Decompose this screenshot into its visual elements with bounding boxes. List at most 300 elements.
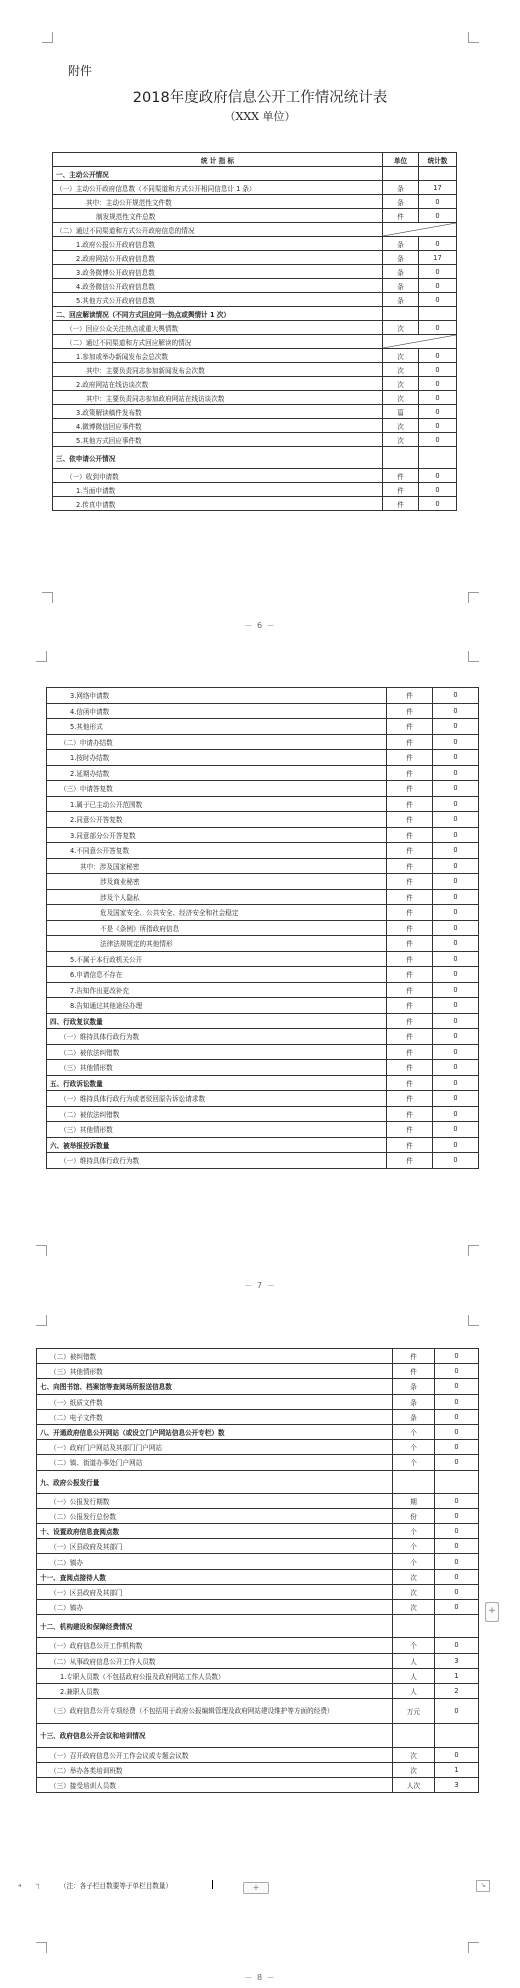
value-cell: 0 [433,812,479,828]
table-row [37,1584,479,1599]
unit-cell: 个 [393,1524,435,1539]
table-row [47,1075,479,1091]
table-row [53,237,457,251]
unit-cell: 条 [383,195,419,209]
value-cell: 0 [435,1394,479,1409]
indicator-cell: （一）区县政府及其部门 [37,1539,393,1554]
table-resize-handle-icon[interactable]: ↘ [476,1880,490,1892]
value-cell: 0 [419,349,457,363]
value-cell: 0 [419,483,457,497]
unit-cell: 条 [383,293,419,307]
unit-cell: 件 [387,905,433,921]
indicator-cell: 1.按时办结数 [47,750,387,766]
indicator-cell: （二）镇办 [37,1554,393,1569]
unit-cell [383,167,419,181]
indicator-cell: 四、行政复议数量 [47,1013,387,1029]
value-cell: 0 [435,1493,479,1508]
unit-cell: 条 [393,1394,435,1409]
unit-cell: 件 [387,858,433,874]
value-cell: 0 [433,796,479,812]
unit-cell: 件 [387,998,433,1014]
table-row [53,377,457,391]
scroll-left-icon[interactable]: ◂ [18,1882,22,1889]
value-cell: 0 [433,1137,479,1153]
indicator-cell: （三）其他情形数 [37,1364,393,1379]
table-row [37,1600,479,1615]
table-row [47,796,479,812]
table-row [37,1409,479,1424]
value-cell: 0 [435,1364,479,1379]
text-cursor [212,1880,213,1889]
page-corner-mark [36,1245,47,1256]
value-cell: 1 [435,1668,479,1683]
table-row [37,1379,479,1394]
unit-cell: 件 [387,1137,433,1153]
indicator-cell: （二）电子文件数 [37,1409,393,1424]
indicator-cell: 十、设置政府信息查阅点数 [37,1524,393,1539]
value-cell: 0 [435,1747,479,1762]
unit-cell: 人次 [393,1777,435,1792]
unit-cell: 件 [387,967,433,983]
table-row [37,1508,479,1523]
table-row [53,251,457,265]
unit-cell: 篇 [383,405,419,419]
indicator-cell: （三）接受培训人员数 [37,1777,393,1792]
indicator-cell: （三）申请答复数 [47,781,387,797]
table-row [47,843,479,859]
unit-cell: 条 [393,1409,435,1424]
indicator-cell: 其中：主要负责同志参加政府网站在线访谈次数 [53,391,383,405]
table-row [53,195,457,209]
table-row [37,1615,479,1638]
value-cell: 0 [435,1600,479,1615]
table-row [53,209,457,223]
value-cell: 0 [433,998,479,1014]
unit-cell: 条 [383,181,419,195]
table-row [53,349,457,363]
table-row [37,1455,479,1470]
page-corner-mark [468,1245,479,1256]
unit-cell [383,307,419,321]
unit-cell: 次 [393,1747,435,1762]
indicator-cell: （三）其他情形数 [47,1060,387,1076]
indicator-cell: （二）镇办 [37,1600,393,1615]
table-row [37,1349,479,1364]
value-cell [419,307,457,321]
table-row [47,936,479,952]
header-unit: 单位 [383,153,419,167]
unit-cell: 件 [387,688,433,704]
statistics-table-part-3 [36,1348,479,1793]
indicator-cell: 3.网络申请数 [47,688,387,704]
table-row [47,719,479,735]
table-row [47,688,479,704]
add-row-button[interactable]: + [243,1882,269,1894]
table-row [47,998,479,1014]
indicator-cell: （一）主动公开政府信息数（不同渠道和方式公开相同信息计 1 条） [53,181,383,195]
unit-cell: 个 [393,1554,435,1569]
value-cell: 0 [419,469,457,483]
value-cell: 0 [419,391,457,405]
value-cell: 0 [419,405,457,419]
page-number: － 7 － [244,1281,276,1290]
unit-cell: 件 [387,1013,433,1029]
value-cell: 0 [433,905,479,921]
value-cell: 0 [433,1044,479,1060]
unit-cell: 件 [387,951,433,967]
table-row [53,293,457,307]
value-cell: 0 [435,1424,479,1439]
table-row [37,1777,479,1792]
table-row [37,1638,479,1653]
indicator-cell: 2.同意公开答复数 [47,812,387,828]
table-row [47,1013,479,1029]
table-row [53,363,457,377]
value-cell: 0 [419,237,457,251]
value-cell: 0 [433,781,479,797]
unit-cell: 次 [383,321,419,335]
indicator-cell: （一）区县政府及其部门 [37,1584,393,1599]
table-row [47,1029,479,1045]
table-row [53,335,457,349]
table-row [53,419,457,433]
indicator-cell: 8.告知通过其他途径办理 [47,998,387,1014]
table-row [47,1122,479,1138]
unit-cell: 个 [393,1424,435,1439]
indicator-cell: 2.传真申请数 [53,497,383,511]
value-cell: 0 [435,1584,479,1599]
unit-cell: 件 [387,889,433,905]
unit-cell: 人 [393,1668,435,1683]
unit-cell: 次 [383,391,419,405]
indicator-cell: 不是《条例》所指政府信息 [47,920,387,936]
indicator-cell: 1.专职人员数（不包括政府公报及政府网站工作人员数） [37,1668,393,1683]
value-cell: 0 [435,1569,479,1584]
page-corner-mark [42,32,53,43]
indicator-cell: 八、开通政府信息公开网站（或设立门户网站信息公开专栏）数 [37,1424,393,1439]
table-row [47,1091,479,1107]
unit-cell: 个 [393,1638,435,1653]
unit-cell: 件 [387,874,433,890]
page-number: － 6 － [244,621,276,630]
indicator-cell: （一）纸质文件数 [37,1394,393,1409]
indicator-cell: （二）镇、街道办事处门户网站 [37,1455,393,1470]
indicator-cell: 2.兼职人员数 [37,1683,393,1698]
table-row [47,967,479,983]
table-row [53,265,457,279]
value-cell: 0 [433,967,479,983]
unit-cell: 件 [393,1364,435,1379]
value-cell: 0 [435,1349,479,1364]
value-cell: 3 [435,1777,479,1792]
unit-cell: 件 [387,1060,433,1076]
indicator-cell: 5.其他形式 [47,719,387,735]
value-cell: 0 [433,1029,479,1045]
unit-cell: 件 [387,936,433,952]
unit-cell: 件 [387,1044,433,1060]
indicator-cell: 七、向图书馆、档案馆等查阅场所报送信息数 [37,1379,393,1394]
page-corner-mark [36,1942,47,1953]
value-cell [435,1615,479,1638]
unit-cell: 件 [387,734,433,750]
value-cell: 0 [433,1013,479,1029]
value-cell [435,1724,479,1747]
unit-cell: 人 [393,1653,435,1668]
indicator-cell: 二、回应解读情况（不同方式回应同一热点或舆情计 1 次） [53,307,383,321]
unit-cell [393,1470,435,1493]
table-row [47,858,479,874]
page-number: － 8 － [244,1973,276,1982]
unit-cell: 个 [393,1455,435,1470]
unit-cell: 次 [383,419,419,433]
table-row [47,905,479,921]
table-row [53,167,457,181]
table-row [47,982,479,998]
value-cell: 0 [433,936,479,952]
page-corner-mark [36,1315,47,1326]
table-row [47,874,479,890]
unit-cell: 件 [387,982,433,998]
value-cell: 0 [419,321,457,335]
footer-note[interactable]: （注：各子栏目数要等于单栏目数量） [60,1882,173,1890]
unit-cell [393,1615,435,1638]
value-cell: 0 [433,1091,479,1107]
value-cell: 0 [433,874,479,890]
value-cell: 0 [419,419,457,433]
value-cell: 0 [419,195,457,209]
value-cell: 0 [419,293,457,307]
table-row [47,951,479,967]
value-cell: 0 [433,889,479,905]
indicator-cell: 九、政府公报发行量 [37,1470,393,1493]
unit-cell: 条 [383,251,419,265]
indicator-cell: 4.信函申请数 [47,703,387,719]
indicator-cell: 五、行政诉讼数量 [47,1075,387,1091]
indicator-cell: （二）被依法纠错数 [47,1044,387,1060]
table-row [37,1724,479,1747]
indicator-cell: 1.当面申请数 [53,483,383,497]
statistics-table-part-2 [46,687,479,1169]
table-row [37,1539,479,1554]
indicator-cell: 4.微博微信回应事件数 [53,419,383,433]
unit-cell: 件 [387,781,433,797]
indicator-cell: 2.政府网站在线访谈次数 [53,377,383,391]
page-corner-mark [468,1942,479,1953]
value-cell: 0 [433,703,479,719]
indicator-cell: 5.其他方式回应事件数 [53,433,383,447]
attachment-label: 附件 [68,64,93,78]
page-corner-mark [468,651,479,662]
value-cell: 0 [435,1554,479,1569]
indicator-cell: （二）从事政府信息公开工作人员数 [37,1653,393,1668]
table-row [47,1060,479,1076]
indicator-cell: （二）举办各类培训班数 [37,1762,393,1777]
unit-cell: 次 [393,1600,435,1615]
unit-cell: 万元 [393,1699,435,1724]
table-row [47,827,479,843]
unit-cell: 件 [387,1091,433,1107]
unit-cell: 期 [393,1493,435,1508]
value-cell: 3 [435,1653,479,1668]
diagonal-blank-cell [383,223,457,237]
value-cell: 0 [433,982,479,998]
indicator-cell: 十三、政府信息公开会议和培训情况 [37,1724,393,1747]
unit-cell: 条 [383,265,419,279]
value-cell: 0 [433,1153,479,1169]
value-cell: 0 [433,750,479,766]
value-cell: 0 [419,497,457,511]
indicator-cell: 其中：涉及国家秘密 [47,858,387,874]
value-cell: 0 [419,209,457,223]
unit-cell: 件 [387,1029,433,1045]
page-corner-mark [468,592,479,603]
table-row [37,1699,479,1724]
unit-cell: 个 [393,1440,435,1455]
table-row [53,181,457,195]
table-row [37,1747,479,1762]
table-row [37,1470,479,1493]
header-value: 统计数 [419,153,457,167]
indicator-cell: 涉及个人隐私 [47,889,387,905]
unit-cell: 件 [387,827,433,843]
value-cell: 0 [419,377,457,391]
indicator-cell: 十二、机构建设和保障经费情况 [37,1615,393,1638]
table-row [47,703,479,719]
value-cell: 0 [435,1508,479,1523]
diagonal-line [383,223,456,236]
value-cell: 0 [433,1122,479,1138]
unit-cell: 条 [393,1379,435,1394]
value-cell: 0 [435,1524,479,1539]
table-row [37,1668,479,1683]
table-row [53,279,457,293]
value-cell: 0 [433,688,479,704]
table-row [37,1683,479,1698]
value-cell: 0 [433,858,479,874]
indicator-cell: 1.参加或举办新闻发布会总次数 [53,349,383,363]
value-cell [419,447,457,469]
page-corner-mark [42,592,53,603]
table-row [37,1364,479,1379]
value-cell: 0 [435,1440,479,1455]
table-row [47,781,479,797]
unit-cell: 份 [393,1508,435,1523]
value-cell: 0 [433,719,479,735]
value-cell: 0 [433,827,479,843]
table-row [53,321,457,335]
document-title: 2018年度政府信息公开工作情况统计表 [132,90,388,106]
indicator-cell: （一）政府门户网站及其部门门户网站 [37,1440,393,1455]
indicator-cell: 5.不属于本行政机关公开 [47,951,387,967]
unit-cell: 次 [393,1584,435,1599]
indicator-cell: （一）维持具体行政行为数 [47,1029,387,1045]
unit-cell: 件 [387,750,433,766]
value-cell: 0 [419,279,457,293]
indicator-cell: 法律法规规定的其他情形 [47,936,387,952]
unit-cell: 件 [383,469,419,483]
indicator-cell: 其中：主要负责同志参加新闻发布会次数 [53,363,383,377]
page-2 [0,645,520,1305]
table-row [47,1106,479,1122]
indicator-cell: 十一、查阅点接待人数 [37,1569,393,1584]
indicator-cell: 一、主动公开情况 [53,167,383,181]
value-cell: 0 [433,920,479,936]
table-row [37,1440,479,1455]
indicator-cell: （三）政府信息公开专项经费（不包括用于政府公报编辑管理及政府网站建设维护等方面的经费） [37,1699,393,1724]
indicator-cell: 3.政务微博公开政府信息数 [53,265,383,279]
table-row [53,497,457,511]
page-corner-mark [468,1315,479,1326]
table-row [47,1137,479,1153]
indicator-cell: （二）被纠错数 [37,1349,393,1364]
unit-cell: 条 [383,279,419,293]
page-corner-mark [36,651,47,662]
table-row [47,920,479,936]
indicator-cell: （一）回应公众关注热点或重大舆情数 [53,321,383,335]
indicator-cell: （一）维持具体行政行为数 [47,1153,387,1169]
table-row [37,1762,479,1777]
indicator-cell: （二）通过不同渠道和方式公开政府信息的情况 [53,223,383,237]
indicator-cell: 4.不同意公开答复数 [47,843,387,859]
unit-cell: 件 [387,1122,433,1138]
value-cell: 0 [433,843,479,859]
table-row [47,812,479,828]
table-row [47,1153,479,1169]
table-row [37,1394,479,1409]
unit-cell: 次 [393,1762,435,1777]
unit-cell: 件 [387,812,433,828]
unit-cell: 件 [393,1349,435,1364]
unit-cell: 次 [383,433,419,447]
value-cell: 1 [435,1762,479,1777]
table-row [47,889,479,905]
unit-cell: 件 [387,843,433,859]
table-row [53,223,457,237]
unit-cell [383,447,419,469]
indicator-cell: 3.政策解读稿件发布数 [53,405,383,419]
indicator-cell: 制发规范性文件总数 [53,209,383,223]
indicator-cell: 三、依申请公开情况 [53,447,383,469]
table-resize-handle-left-icon[interactable]: ┐ [36,1880,41,1889]
table-row [53,447,457,469]
unit-cell: 人 [393,1683,435,1698]
table-row [47,734,479,750]
unit-cell: 次 [383,377,419,391]
table-row [53,433,457,447]
table-header-row [53,153,457,167]
indicator-cell: 涉及商业秘密 [47,874,387,890]
add-row-side-icon[interactable]: + [485,1602,499,1622]
unit-cell: 件 [387,719,433,735]
header-indicator: 统 计 指 标 [53,153,383,167]
table-row [37,1569,479,1584]
indicator-cell: 其中：主动公开规范性文件数 [53,195,383,209]
indicator-cell: （一）维持具体行政行为或者驳回原告诉讼请求数 [47,1091,387,1107]
indicator-cell: 1.属于已主动公开范围数 [47,796,387,812]
value-cell: 0 [435,1699,479,1724]
table-row [37,1653,479,1668]
table-row [53,391,457,405]
indicator-cell: 4.政务微信公开政府信息数 [53,279,383,293]
indicator-cell: （二）被依法纠错数 [47,1106,387,1122]
table-row [47,1044,479,1060]
value-cell: 0 [435,1379,479,1394]
value-cell: 0 [433,1060,479,1076]
indicator-cell: 6.申请信息不存在 [47,967,387,983]
table-row [53,307,457,321]
value-cell: 0 [419,265,457,279]
indicator-cell: 5.其他方式公开政府信息数 [53,293,383,307]
